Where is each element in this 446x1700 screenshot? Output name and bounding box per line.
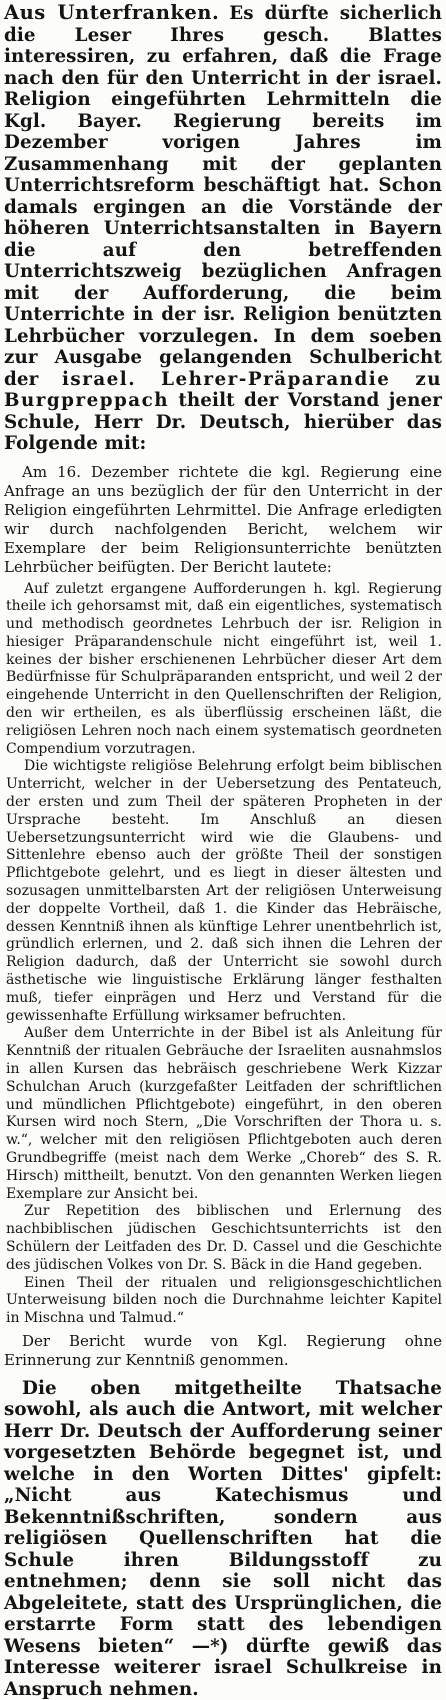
conclusion-paragraph: Die oben mitgetheilte Thatsache sowohl, als auch die Antwort, mit welcher Herr Dr. Deutsch der Aufforderung seiner vorgesetzten Behörde begegnet ist, und welche in den Worten Dittes' gipfelt: „Nicht aus Katechismus und Bekenntnißschriften, sondern aus religiösen Quellenschriften hat die Schule ihren Bildungsstoff zu entnehmen; denn sie soll nicht das Abgeleitete, statt des Ursprünglichen, die erstarrte Form statt des lebendigen Wesens bieten“ —*) dürfte gewiß das Interesse weiterer israel Schulkreise in Anspruch nehmen. [4,1377,442,1700]
report-paragraph: Zur Repetition des biblischen und Erlernung des nachbiblischen jüdischen Geschichtsunterrichts ist den Schülern der Leitfaden des Dr. D. Cassel und die Geschichte des jüdischen Volkes von Dr. S. Bäck in die Hand gegeben. [6,1203,442,1273]
intro-spaced-text: israel. Lehrer-Präparandie zu Burgpreppach [4,368,442,411]
intro-text: Es dürfte sicherlich die Leser Ihres gesch. Blattes interessiren, zu erfahren, daß die Frage nach den für den Unterricht in der israel. Religion eingeführten Lehrmitteln die Kgl. Bayer. Regierung bereits im Dezember vorigen Jahres im Zusammenhang mit der geplanten Unterrichtsreform beschäftigt hat. Schon damals ergingen an die Vorstände der höheren Unterrichtsanstalten in Bayern die auf den betreffenden Unterrichtszweig bezüglichen Anfragen mit der Aufforderung, die beim Unterrichte in der isr. Religion benützten Lehrbücher vorzulegen. In dem soeben zur Ausgabe gelangenden Schulbericht der [4,3,442,390]
report-paragraph: Außer dem Unterrichte in der Bibel ist als Anleitung für Kenntniß der ritualen Gebräuche der Israeliten ausnahmslos in allen Kursen das hebräisch geschriebene Werk Kizzar Schulchan Aruch (kurzgefaßter Leitfaden der schriftlichen und mündlichen Pflichtgebote) eingeführt, in den oberen Kursen wird noch Stern, „Die Vorschriften der Thora u. s. w.“, welcher mit den religiösen Pflichtgeboten auch deren Grundbegriffe (meist nach dem Werke „Choreb“ des S. R. Hirsch) mittheilt, benutzt. Von den genannten Werken liegen Exemplare zur Ansicht bei. [6,1025,442,1202]
report-paragraph: Auf zuletzt ergangene Aufforderungen h. kgl. Regierung theile ich gehorsamst mit, daß ein eigentliches, systematisch und methodisch geordnetes Lehrbuch der isr. Religion in hiesiger Präparandenschule nicht eingeführt ist, weil 1. keines der bisher erschienenen Lehrbücher dieser Art dem Bedürfnisse für Schulpräparanden entspricht, und weil 2 der eingehende Unterricht in den Quellenschriften der Religion, den wir ertheilen, es als überflüssig erscheinen läßt, die religiösen Lehren noch nach einem systematisch geordneten Compendium vorzutragen. [6,580,442,757]
letter-paragraph: Am 16. Dezember richtete die kgl. Regierung eine Anfrage an uns bezüglich der für den Unterricht in der Religion eingeführten Lehrmittel. Die Anfrage erledigten wir durch nachfolgenden Bericht, welchem wir Exemplare der beim Religionsunterrichte benützten Lehrbücher beifügten. Der Bericht lautete: [4,462,442,576]
report-paragraph: Einen Theil der ritualen und religionsgeschichtlichen Unterweisung bilden noch die Durchnahme leichter Kapitel in Mischna und Talmud.“ [6,1274,442,1327]
report-paragraph: Die wichtigste religiöse Belehrung erfolgt beim biblischen Unterricht, welcher in der Uebersetzung des Pentateuch, der ersten und zum Theil der späteren Propheten in der Ursprache besteht. Im Anschluß an diesen Uebersetzungsunterricht wird wie die Glaubens- und Sittenlehre ebenso auch der größte Theil der sonstigen Pflichtgebote gelehrt, und es liegt in dieser ältesten und sozusagen unmittelbarsten Art der religiösen Unterweisung der doppelte Vortheil, daß 1. die Kinder das Hebräische, dessen Kenntniß ihnen als künftige Lehrer unentbehrlich ist, gründlich erlernen, und 2. daß sich ihnen die Lehren der Religion dadurch, daß der Unterricht sie sowohl durch ästhetische wie linguistische Erklärung länger festhalten muß, tiefer einprägen und Herz und Verstand für die gewissenhafte Erfüllung wirksamer befruchten. [6,758,442,1024]
article-headline: Aus Unterfranken. [4,1,220,24]
article-intro-paragraph [4,2,442,455]
intro-end-text: theilt der Vorstand jener Schule, Herr Dr. Deutsch, hierüber das Folgende mit: [4,390,443,454]
closing-note-paragraph: Der Bericht wurde von Kgl. Regierung ohne Erinnerung zur Kenntniß genommen. [4,1331,442,1369]
